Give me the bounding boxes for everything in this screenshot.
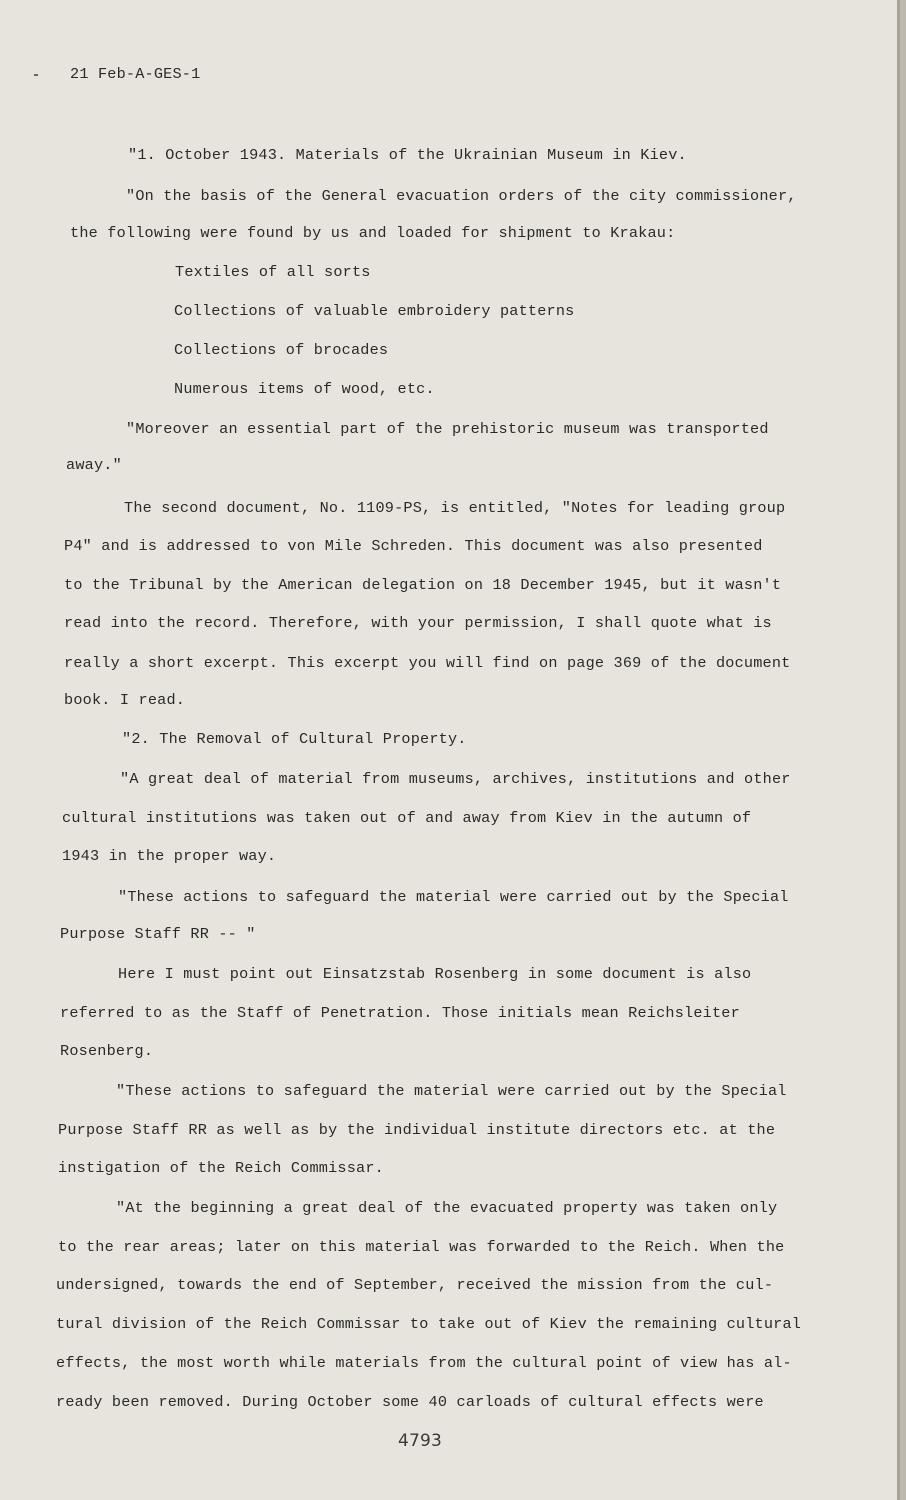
text-line: the following were found by us and loaded for shipment to Krakau: [70, 224, 676, 242]
text-line: Here I must point out Einsatzstab Rosenberg in some document is also [118, 965, 752, 983]
text-line: really a short excerpt. This excerpt you will find on page 369 of the document [64, 654, 791, 672]
text-line: undersigned, towards the end of September, received the mission from the cul- [56, 1276, 774, 1294]
text-line: "At the beginning a great deal of the evacuated property was taken only [116, 1199, 778, 1217]
text-line: "2. The Removal of Cultural Property. [122, 730, 467, 748]
text-line: "On the basis of the General evacuation orders of the city commissioner, [126, 187, 797, 205]
text-line: 1943 in the proper way. [62, 847, 277, 865]
text-line: read into the record. Therefore, with your permission, I shall quote what is [64, 614, 772, 632]
text-line: ready been removed. During October some 40 carloads of cultural effects were [56, 1393, 764, 1411]
text-line: Purpose Staff RR -- " [60, 925, 256, 943]
text-line: Rosenberg. [60, 1042, 154, 1060]
text-line: instigation of the Reich Commissar. [58, 1159, 384, 1177]
page-edge [897, 0, 900, 1500]
text-line: tural division of the Reich Commissar to take out of Kiev the remaining cultural [56, 1315, 802, 1333]
page-number: 4793 [398, 1431, 443, 1451]
text-line: "1. October 1943. Materials of the Ukrainian Museum in Kiev. [128, 146, 687, 164]
text-line: "These actions to safeguard the material were carried out by the Special [118, 888, 789, 906]
text-line: P4" and is addressed to von Mile Schreden. This document was also presented [64, 537, 763, 555]
text-line: Purpose Staff RR as well as by the individual institute directors etc. at the [58, 1121, 776, 1139]
text-line: referred to as the Staff of Penetration. Those initials mean Reichsleiter [60, 1004, 740, 1022]
text-line: away." [66, 456, 122, 474]
text-line: "A great deal of material from museums, archives, institutions and other [120, 770, 791, 788]
list-item: Numerous items of wood, etc. [174, 380, 435, 398]
text-line: cultural institutions was taken out of and away from Kiev in the autumn of [62, 809, 752, 827]
text-line: "Moreover an essential part of the prehistoric museum was transported [126, 420, 769, 438]
text-line: The second document, No. 1109-PS, is entitled, "Notes for leading group [124, 499, 786, 517]
text-line: effects, the most worth while materials from the cultural point of view has al- [56, 1354, 792, 1372]
list-item: Collections of valuable embroidery patterns [174, 302, 575, 320]
text-line: to the rear areas; later on this material was forwarded to the Reich. When the [58, 1238, 785, 1256]
text-line: to the Tribunal by the American delegation on 18 December 1945, but it wasn't [64, 576, 782, 594]
text-line: book. I read. [64, 691, 186, 709]
text-line: "These actions to safeguard the material were carried out by the Special [116, 1082, 787, 1100]
list-item: Collections of brocades [174, 341, 389, 359]
margin-mark [34, 74, 38, 76]
document-code: 21 Feb-A-GES-1 [70, 65, 201, 83]
list-item: Textiles of all sorts [175, 263, 371, 281]
